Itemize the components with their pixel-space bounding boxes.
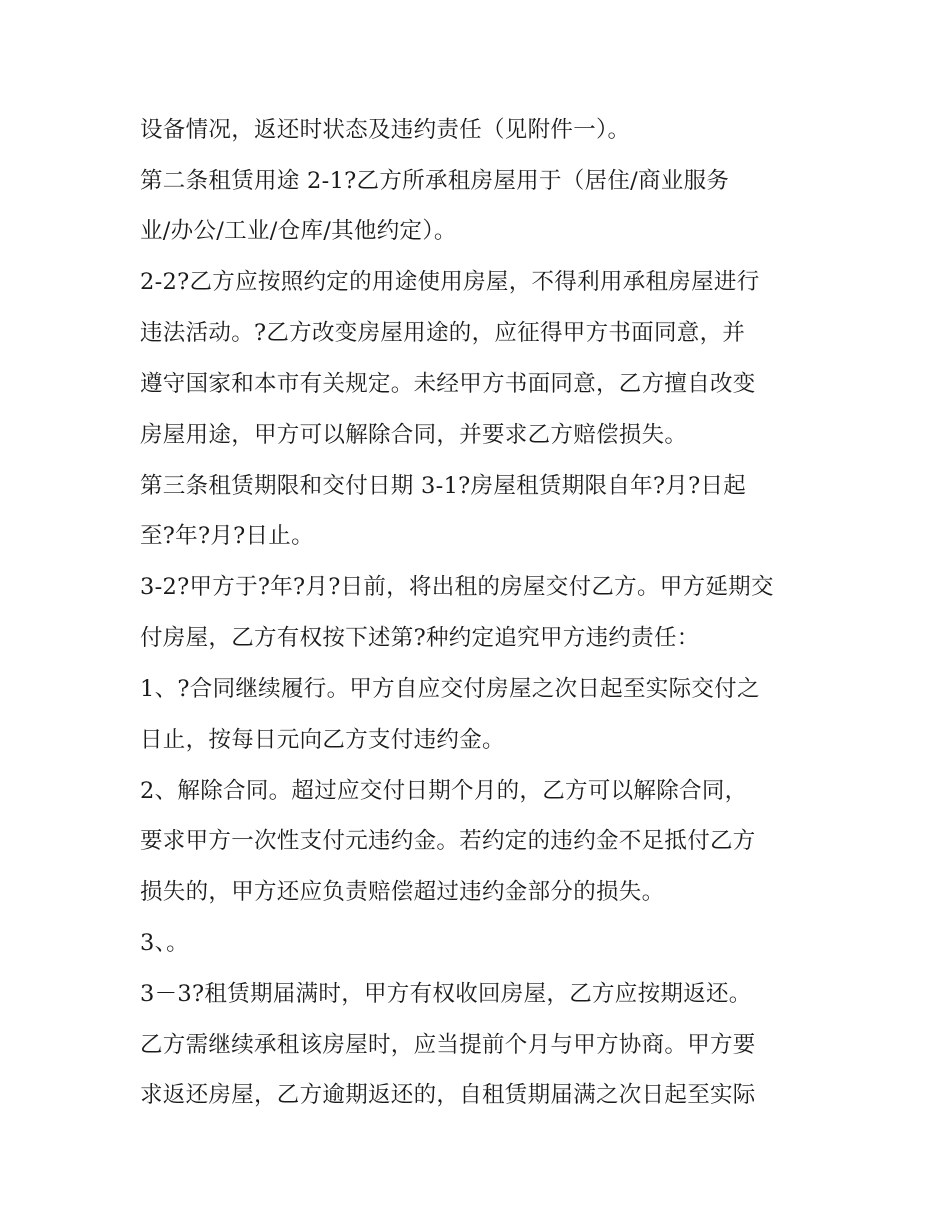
text-line: 损失的，甲方还应负责赔偿超过违约金部分的损失。: [140, 879, 665, 905]
text-line: 乙方需继续承租该房屋时，应当提前个月与甲方协商。甲方要: [140, 1032, 756, 1058]
text-line: 求返还房屋，乙方逾期返还的，自租赁期届满之次日起至实际: [140, 1082, 756, 1108]
text-line: 第二条租赁用途 2-1?乙方所承租房屋用于（居住/商业服务: [140, 168, 730, 194]
text-line: 房屋用途，甲方可以解除合同，并要求乙方赔偿损失。: [140, 422, 688, 448]
text-line: 第三条租赁期限和交付日期 3-1?房屋租赁期限自年?月?日起: [140, 473, 747, 499]
text-line: 3-2?甲方于?年?月?日前，将出租的房屋交付乙方。甲方延期交: [140, 574, 774, 600]
text-line: 要求甲方一次性支付元违约金。若约定的违约金不足抵付乙方: [140, 828, 756, 854]
text-line: 设备情况，返还时状态及违约责任（见附件一）。: [140, 117, 631, 143]
text-line: 至?年?月?日止。: [140, 523, 314, 549]
text-line: 日止，按每日元向乙方支付违约金。: [140, 727, 505, 753]
text-line: 付房屋，乙方有权按下述第?种约定追究甲方违约责任：: [140, 625, 700, 651]
text-line: 3、。: [140, 930, 189, 956]
text-line: 违法活动。?乙方改变房屋用途的，应征得甲方书面同意，并: [140, 320, 746, 346]
text-line: 3－3?租赁期届满时，甲方有权收回房屋，乙方应按期返还。: [140, 981, 752, 1007]
text-line: 2、解除合同。超过应交付日期个月的，乙方可以解除合同，: [140, 778, 748, 804]
text-line: 2-2?乙方应按照约定的用途使用房屋，不得利用承租房屋进行: [140, 269, 760, 295]
text-line: 业/办公/工业/仓库/其他约定）。: [140, 218, 457, 244]
text-line: 1、?合同继续履行。甲方自应交付房屋之次日起至实际交付之: [140, 676, 760, 702]
text-line: 遵守国家和本市有关规定。未经甲方书面同意，乙方擅自改变: [140, 371, 756, 397]
